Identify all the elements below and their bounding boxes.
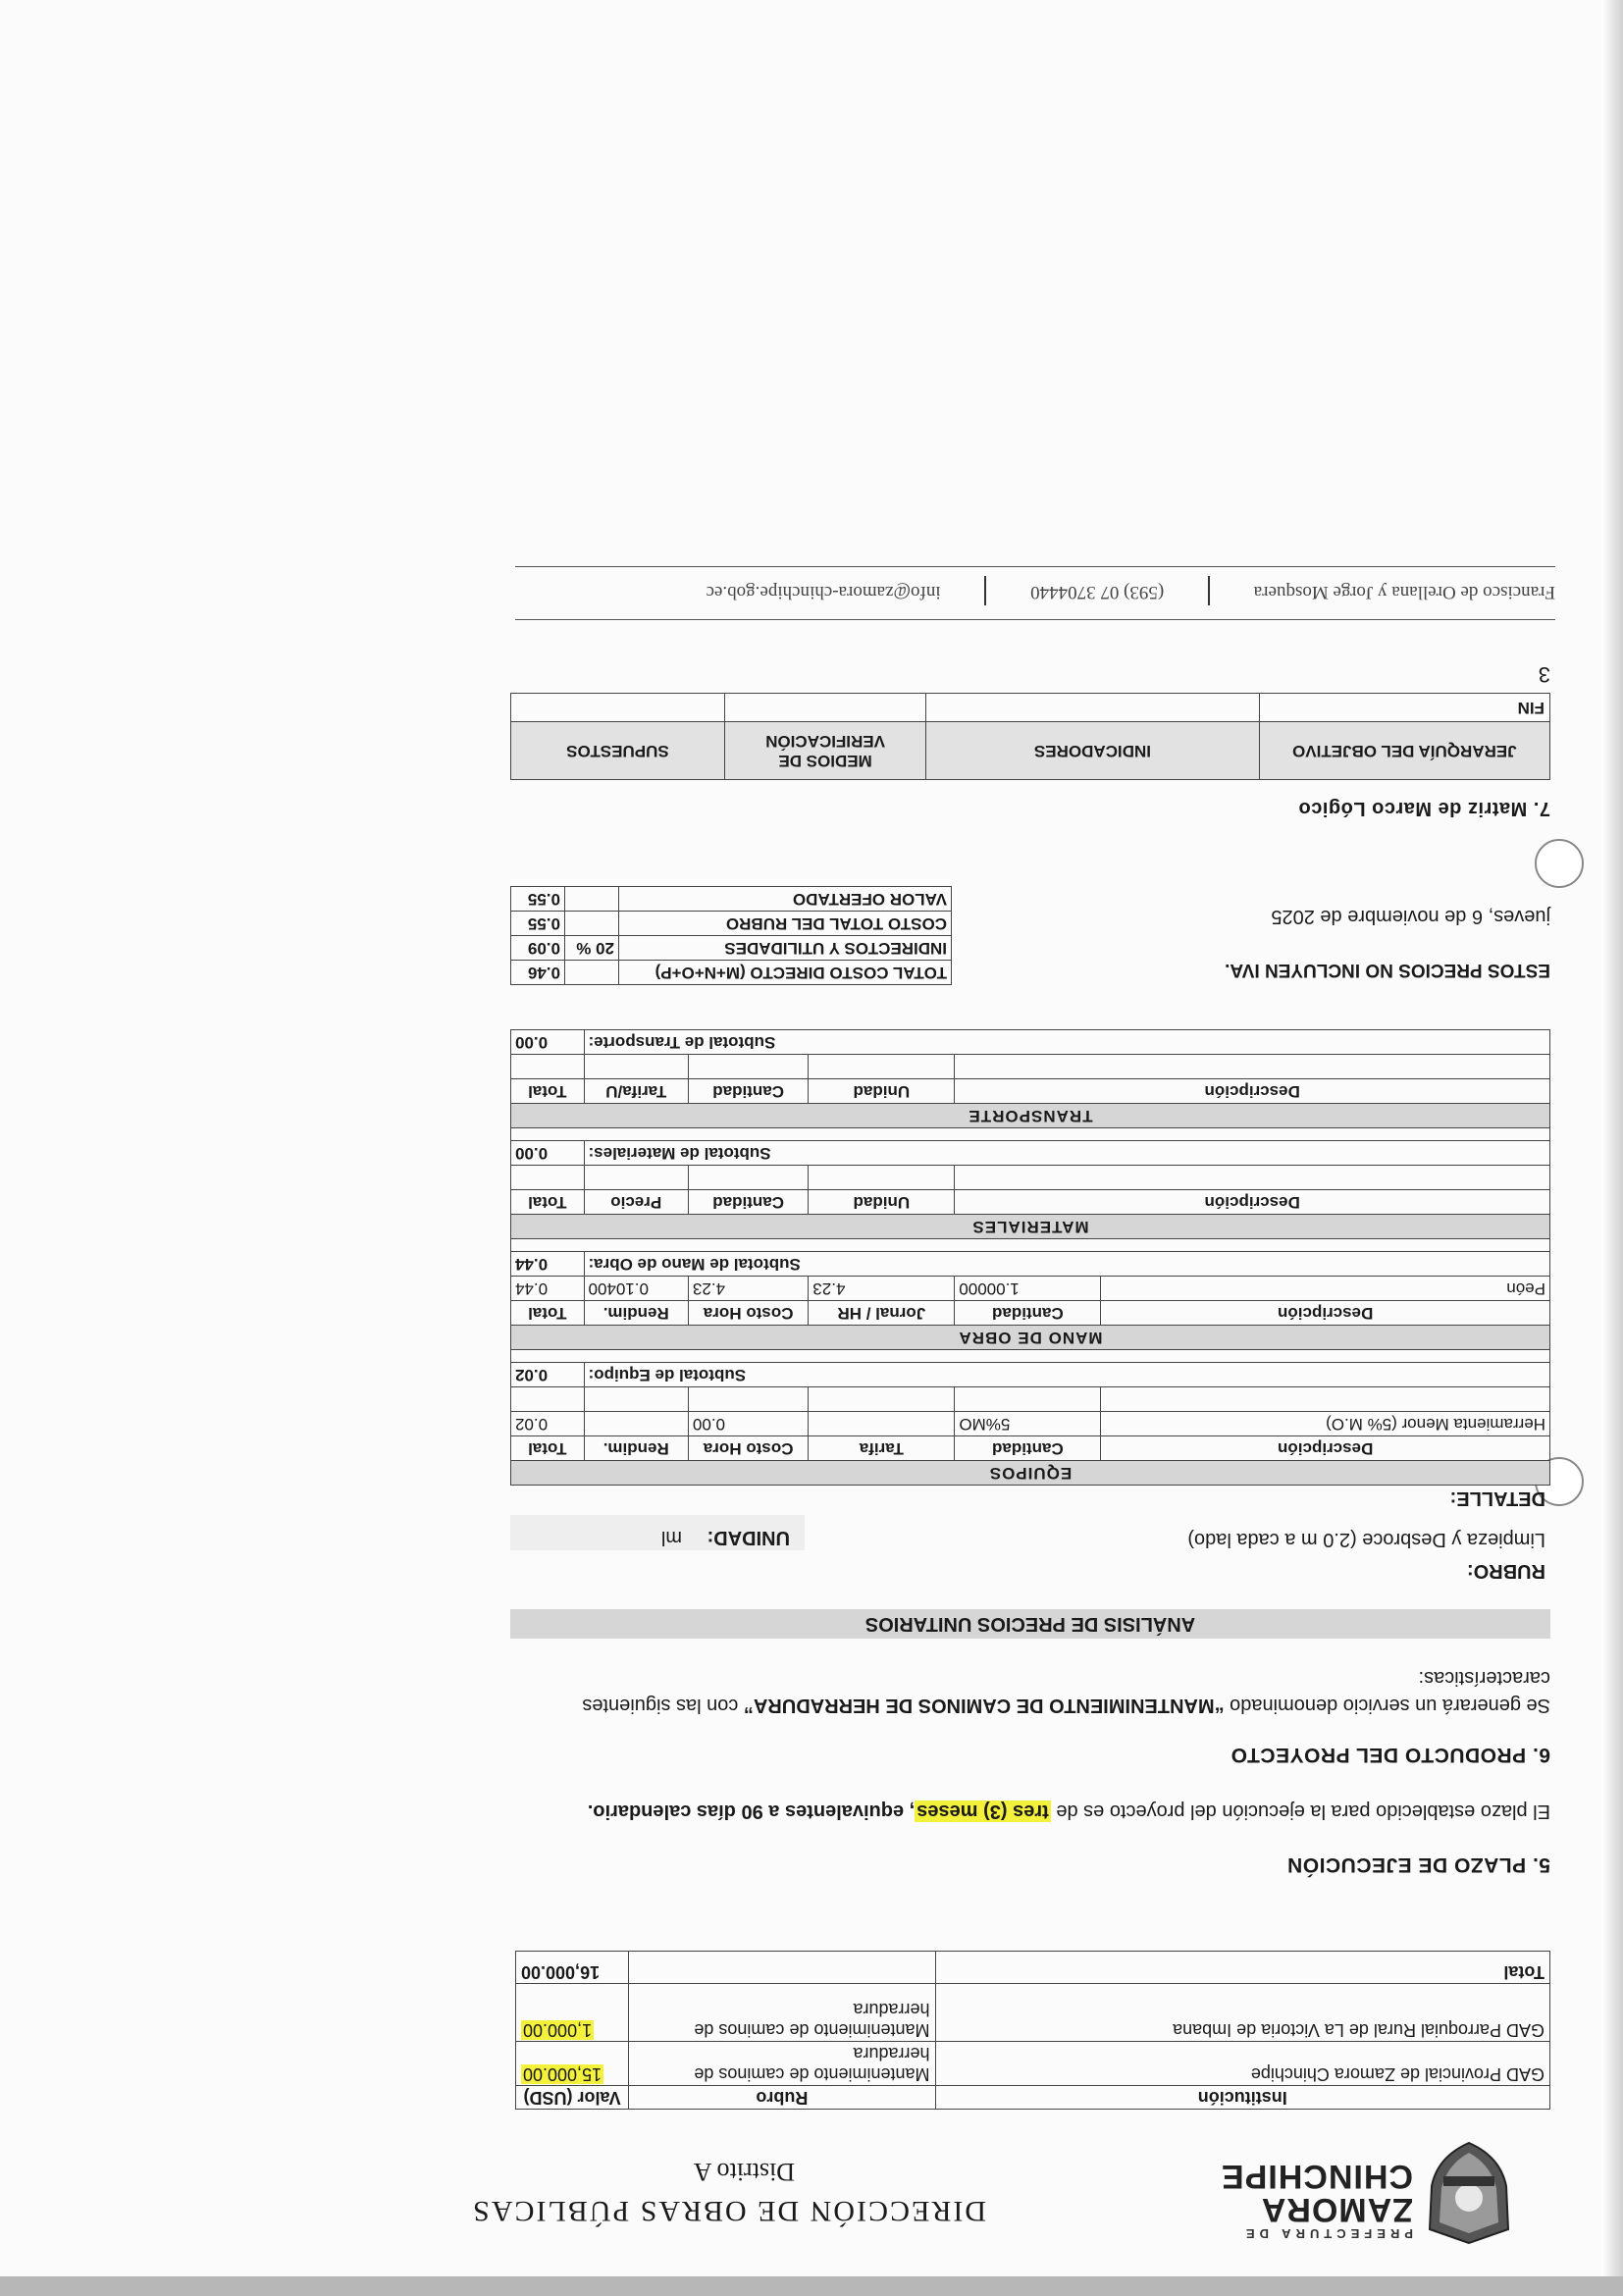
table-row (511, 1166, 1550, 1190)
cell: Peón (1101, 1277, 1550, 1301)
equipos-title: EQUIPOS (511, 1461, 1550, 1486)
cell (584, 1412, 688, 1436)
brand-block (1221, 2160, 1413, 2241)
document-date: jueves, 6 de noviembre de 2025 (1271, 906, 1550, 927)
totals-value: 0.46 (511, 961, 565, 985)
page-header (69, 2100, 1555, 2247)
page-number: 3 (1538, 662, 1550, 687)
text-part: Se generará un servicio denominado (1224, 1695, 1550, 1716)
subtotal-value: 0.02 (511, 1363, 585, 1387)
column-header: Valor (USD) (516, 2086, 629, 2110)
table-header-row (511, 722, 1550, 780)
cell: 0.02 (511, 1412, 585, 1436)
cell (809, 1412, 955, 1436)
total-value: 16,000.00 (516, 1952, 629, 1984)
subtotal-value: 0.00 (511, 1030, 585, 1055)
subtotal-label: Subtotal de Transporte: (584, 1030, 1549, 1055)
brand-prefix: PREFECTURA DE (1240, 2226, 1413, 2241)
column-header: Total (511, 1436, 585, 1461)
totals-value: 0.09 (511, 936, 565, 961)
totals-pct (565, 912, 619, 936)
cell-rubro: Mantenimiento de caminos de herradura (629, 1984, 935, 2042)
column-header: Descripción (1101, 1301, 1550, 1326)
header-subtitle: Distrito A (693, 2158, 795, 2186)
column-header: Institución (935, 2086, 1549, 2110)
column-header: Tarifa/U (584, 1079, 688, 1104)
materiales-band (511, 1215, 1550, 1239)
rubro-value: Limpieza y Desbroce (2.0 m a cada lado) (1187, 1529, 1545, 1550)
section-5-text (520, 1798, 1550, 1825)
unidad-label: UNIDAD: (707, 1527, 790, 1548)
column-header: Descripción (955, 1190, 1550, 1215)
materiales-header-row (511, 1190, 1550, 1215)
totals-pct: 20 % (565, 936, 619, 961)
column-header: Rendim. (584, 1301, 688, 1326)
footer-address: Francisco de Orellana y Jorge Mosquera (1253, 581, 1555, 602)
detalle-label: DETALLE: (1449, 1487, 1545, 1509)
column-header: Descripción (955, 1079, 1550, 1104)
cell: Herramienta Menor (5% M.O) (1101, 1412, 1550, 1436)
totals-value: 0.55 (511, 912, 565, 936)
totals-label: INDIRECTOS Y UTILIDADES (619, 936, 952, 961)
total-label: Total (935, 1952, 1549, 1984)
contributions-table (515, 1951, 1550, 2110)
footer-rule (515, 566, 1555, 567)
page-footer (515, 576, 1555, 620)
subtotal-label: Subtotal de Mano de Obra: (584, 1252, 1549, 1277)
table-row (511, 1387, 1550, 1412)
cell: 4.23 (809, 1277, 955, 1301)
scanner-bar (0, 2276, 1623, 2296)
column-header: Total (511, 1079, 585, 1104)
subtotal-row (511, 1030, 1550, 1055)
totals-value: 0.55 (511, 887, 565, 912)
column-header: Cantidad (955, 1301, 1101, 1326)
spacer-row (511, 1350, 1550, 1363)
footer-email: info@zamora-chinchipe.gob.ec (706, 581, 941, 602)
totals-pct (565, 961, 619, 985)
column-header: Jornal / HR (809, 1301, 955, 1326)
empty-cell (629, 1952, 935, 1984)
column-header: Total (511, 1301, 585, 1326)
cell: 0.10400 (584, 1277, 688, 1301)
column-header: Cantidad (955, 1436, 1101, 1461)
totals-row (511, 961, 952, 985)
coat-of-arms-logo (1422, 2139, 1516, 2247)
unidad-value: ml (660, 1527, 682, 1548)
table-total-row (516, 1952, 1550, 1984)
column-header: Unidad (809, 1190, 955, 1215)
cell-fin: FIN (1259, 694, 1549, 722)
text-part: con las siguientes características: (582, 1667, 1550, 1716)
cell-institucion: GAD Parroquial Rural de La Victoria de Imbana (935, 1984, 1549, 2042)
highlighted-value: 1,000.00 (523, 2020, 593, 2040)
equipos-band (511, 1461, 1550, 1486)
section-7-title: 7. Matriz de Marco Lógico (1298, 798, 1550, 819)
equipos-header-row (511, 1436, 1550, 1461)
subtotal-row (511, 1252, 1550, 1277)
table-row (511, 1055, 1550, 1079)
column-header: INDICADORES (926, 722, 1259, 780)
brand-line-2: CHINCHIPE (1220, 2158, 1413, 2195)
column-header: Rendim. (584, 1436, 688, 1461)
transporte-band (511, 1104, 1550, 1128)
column-header: Cantidad (688, 1079, 808, 1104)
column-header: MEDIOS DE VERIFICACIÓN (724, 722, 925, 780)
totals-label: VALOR OFERTADO (619, 887, 952, 912)
brand-line-1: ZAMORA (1260, 2191, 1413, 2228)
materiales-title: MATERIALES (511, 1215, 1550, 1239)
spacer-row (511, 1239, 1550, 1252)
cell-valor (516, 2042, 629, 2086)
cell: 1.00000 (955, 1277, 1101, 1301)
table-row (511, 1277, 1550, 1301)
transporte-header-row (511, 1079, 1550, 1104)
apu-title: ANÁLISIS DE PRECIOS UNITARIOS (510, 1609, 1550, 1639)
cell: 0.00 (688, 1412, 808, 1436)
totals-row (511, 887, 952, 912)
column-header: Descripción (1101, 1436, 1550, 1461)
section-6-title: 6. PRODUCTO DEL PROYECTO (1230, 1744, 1550, 1766)
cell: 0.44 (511, 1277, 585, 1301)
text-part: El plazo establecido para la ejecución del proyecto es de (1050, 1800, 1550, 1822)
totals-label: COSTO TOTAL DEL RUBRO (619, 912, 952, 936)
table-header-row (516, 2086, 1550, 2110)
subtotal-value: 0.00 (511, 1141, 585, 1166)
footer-phone: (593) 07 3704440 (1030, 581, 1165, 602)
column-header: Precio (584, 1190, 688, 1215)
column-header: Costo Hora (688, 1436, 808, 1461)
cell: 4.23 (688, 1277, 808, 1301)
scan-edge-shadow (1601, 0, 1623, 2296)
totals-label: TOTAL COSTO DIRECTO (M+N+O+P) (619, 961, 952, 985)
cell-valor (516, 1984, 629, 2042)
totals-row (511, 936, 952, 961)
subtotal-label: Subtotal de Equipo: (584, 1363, 1549, 1387)
section-5-title: 5. PLAZO DE EJECUCIÓN (1286, 1853, 1550, 1876)
service-name: “MANTENIMIENTO DE CAMINOS DE HERRADURA” (743, 1695, 1225, 1716)
column-header: SUPUESTOS (511, 722, 725, 780)
table-row (511, 1412, 1550, 1436)
iva-note: ESTOS PRECIOS NO INCLUYEN IVA. (1225, 960, 1550, 980)
section-6-text (520, 1664, 1550, 1719)
table-row (511, 694, 1550, 722)
document-page (69, 167, 1555, 2257)
subtotal-row (511, 1363, 1550, 1387)
subtotal-value: 0.44 (511, 1252, 585, 1277)
column-header: Rubro (629, 2086, 935, 2110)
column-header: Cantidad (688, 1190, 808, 1215)
column-header: Costo Hora (688, 1301, 808, 1326)
column-header: Total (511, 1190, 585, 1215)
footer-separator (984, 576, 986, 605)
spacer-row (511, 1128, 1550, 1141)
highlighted-value: 15,000.00 (523, 2064, 602, 2084)
column-header: Tarifa (809, 1436, 955, 1461)
table-row (516, 2042, 1550, 2086)
footer-separator (1208, 576, 1210, 605)
logical-framework-table (510, 693, 1550, 780)
column-header: Unidad (809, 1079, 955, 1104)
cell-rubro: Mantenimiento de caminos de herradura (629, 2042, 935, 2086)
mano-obra-band (511, 1326, 1550, 1350)
table-row (516, 1984, 1550, 2042)
totals-table (510, 886, 952, 985)
subtotal-label: Subtotal de Materiales: (584, 1141, 1549, 1166)
totals-row (511, 912, 952, 936)
mano-obra-header-row (511, 1301, 1550, 1326)
header-title: DIRECCIÓN DE OBRAS PÚBLICAS (471, 2195, 986, 2227)
rubro-label: RUBRO: (1467, 1560, 1545, 1582)
cell: 5%MO (955, 1412, 1101, 1436)
apu-table (510, 1029, 1550, 1486)
cell-institucion: GAD Provincial de Zamora Chinchipe (935, 2042, 1549, 2086)
transporte-title: TRANSPORTE (511, 1104, 1550, 1128)
mano-obra-title: MANO DE OBRA (511, 1326, 1550, 1350)
highlighted-duration: tres (3) meses (916, 1800, 1049, 1822)
column-header: JERARQUÍA DEL OBJETIVO (1259, 722, 1549, 780)
subtotal-row (511, 1141, 1550, 1166)
totals-pct (565, 887, 619, 912)
text-part: , equivalentes a 90 días calendario. (587, 1800, 916, 1822)
